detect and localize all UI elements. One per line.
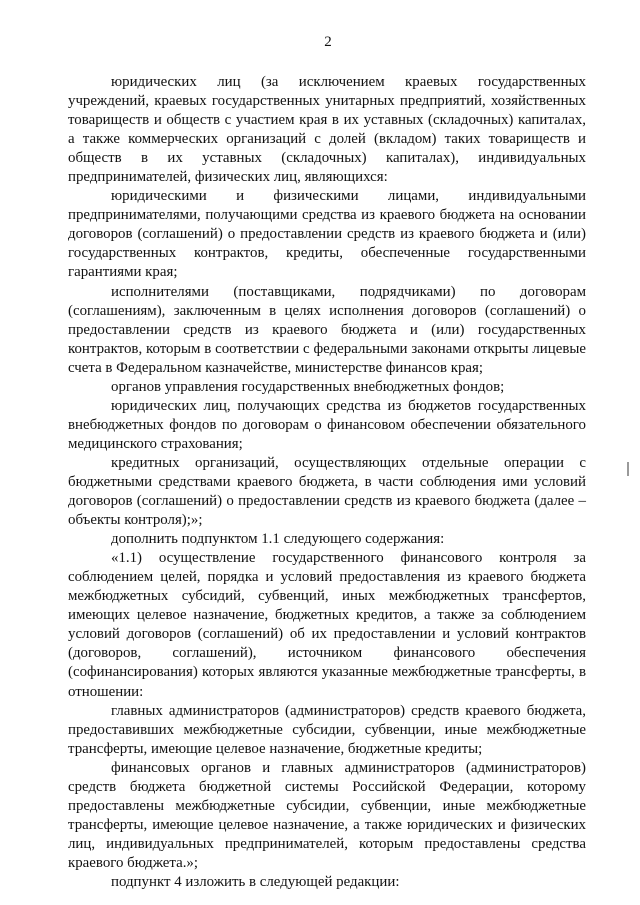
paragraph-add-subclause: дополнить подпунктом 1.1 следующего содержания: — [111, 531, 445, 548]
scan-artifact — [627, 462, 629, 476]
paragraph-legal-entities: юридических лиц (за исключением краевых государственных учреждений, краевых государственных унитарных предприятий, хозяйственных товариществ и обществ с участием края в их уставных (складочных) капиталах, а также коммерческих организаций с долей (вкладом) таких товариществ и обществ в их уставных (складочных) капиталах), индивидуальных предпринимателей, физических лиц, являющихся: — [68, 74, 586, 186]
paragraph-recipients: юридическими и физическими лицами, индивидуальными предпринимателями, получающими средства из краевого бюджета на основании договоров (соглашений) о предоставлении средств из краевого бюджета и (или) государственных контрактов, кредиты, обеспеченные государственными гарантиями края; — [68, 188, 586, 281]
page-number: 2 — [324, 34, 332, 50]
paragraph-extrabudgetary-bodies: органов управления государственных внебюджетных фондов; — [111, 378, 505, 395]
paragraph-chief-administrators: главных администраторов (администраторов) средств краевого бюджета, предоставивших межбюджетные субсидии, субвенции, иные межбюджетные трансферты, имеющие целевое назначение, бюджетные кредиты; — [68, 702, 586, 757]
paragraph-medical-insurance: юридических лиц, получающих средства из бюджетов государственных внебюджетных фондов по договорам о финансовом обеспечении обязательного медицинского страхования; — [68, 397, 586, 452]
paragraph-subclause-4: подпункт 4 изложить в следующей редакции: — [111, 873, 400, 890]
paragraph-contractors: исполнителями (поставщиками, подрядчиками) по договорам (соглашениям), заключенным в целях исполнения договоров (соглашений) о предоставлении средств из краевого бюджета и (или) государственных контрактов, которым в соответствии с федеральными законами открыты лицевые счета в Федеральном казначействе, министерстве финансов края; — [68, 283, 586, 376]
paragraph-credit-organizations: кредитных организаций, осуществляющих отдельные операции с бюджетными средствами краевого бюджета, в части соблюдения ими условий договоров (соглашений) о предоставлении средств из краевого бюджета (далее – объекты контроля);»; — [68, 454, 586, 529]
paragraph-financial-bodies: финансовых органов и главных администраторов (администраторов) средств бюджета бюджетной системы Российской Федерации, которому предоставлены межбюджетные субсидии, субвенции, иные межбюджетные трансферты, имеющие целевое назначение, а также юридических и физических лиц, индивидуальных предпринимателей, которым предоставлены средства краевого бюджета.»; — [68, 759, 586, 871]
paragraph-subclause-1-1: «1.1) осуществление государственного финансового контроля за соблюдением целей, порядка и условий предоставления из краевого бюджета межбюджетных субсидий, субвенций, иных межбюджетных трансфертов, имеющих целевое назначение, бюджетных кредитов, а также за соблюдением условий договоров (соглашений) об их предоставлении и условий контрактов (договоров, соглашений), источником финансового обеспечения (софинансирования) которых являются указанные межбюджетные трансферты, в отношении: — [68, 550, 586, 700]
